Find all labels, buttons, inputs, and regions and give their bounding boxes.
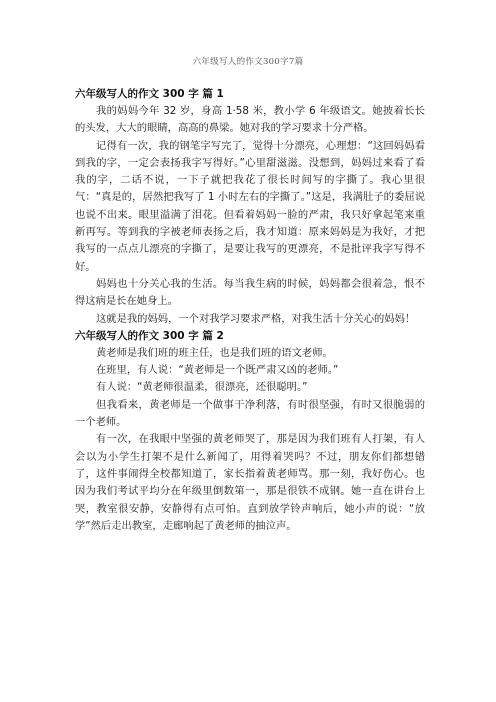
paragraph: 有一次，在我眼中坚强的黄老师哭了，那是因为我们班有人打架，有人会以为小学生打架不是什么新闻了，用得着哭吗？不过，朋友你们都想错了，这件事闹得全校都知道了，家长指着黄老师骂。那一刻，我好伤心。也因为我们考试平均分在年级里倒数第一，那是很铁不成钢。她一直在讲台上哭，教室很安静，安静得有点可怕。直到放学铃声响后，她小声的说：“放学”然后走出教室，走廊响起了黄老师的抽泣声。	[75, 433, 425, 532]
paragraph: 我的妈妈今年 32 岁，身高 1·58 米，教小学 6 年级语文。她披着长长的头发，大大的眼睛，高高的鼻梁。她对我的学习要求十分严格。	[75, 105, 425, 135]
paragraph: 妈妈也十分关心我的生活。每当我生病的时候，妈妈都会很着急，恨不得这病是长在她身上。	[75, 277, 425, 308]
document-body	[75, 86, 425, 535]
paragraph: 有人说：“黄老师很温柔，很漂亮，还很聪明。”	[96, 381, 308, 394]
section-title: 六年级写人的作文 300 字 篇 1	[75, 88, 224, 100]
paragraph: 这就是我的妈妈，一个对我学习要求严格，对我生活十分关心的妈妈！	[96, 312, 416, 325]
paragraph: 记得有一次，我的钢笔字写完了，觉得十分漂亮，心理想：“这回妈妈看到我的字，一定会表扬我字写得好。”心里甜滋滋。没想到，妈妈过来看了看我的字，二话不说，一下子就把我花了很长时间写的字撕了。我心里很气：“真是的，居然把我写了 1 小时左右的字撕了。”这是，我满肚子的委屈说也说不出来。眼里溢满了泪花。但看着妈妈一脸的严肃，我只好拿起笔来重新再写。等到我的字被老师表扬之后，我才知道：原来妈妈是为我好，才把我写的一点点儿漂亮的字撕了，是要让我写的更漂亮，不是批评我字写得不好。	[75, 139, 425, 273]
paragraph: 在班里，有人说：“黄老师是一个既严肃又凶的老师。”	[96, 364, 339, 377]
paragraph: 黄老师是我们班的班主任，也是我们班的语文老师。	[96, 346, 333, 359]
page-header: 六年级写人的作文300字7篇	[192, 57, 304, 67]
section-title: 六年级写人的作文 300 字 篇 2	[75, 329, 224, 342]
paragraph: 但我看来，黄老师是一个做事干净利落，有时很坚强，有时又很脆弱的一个老师。	[75, 398, 425, 429]
